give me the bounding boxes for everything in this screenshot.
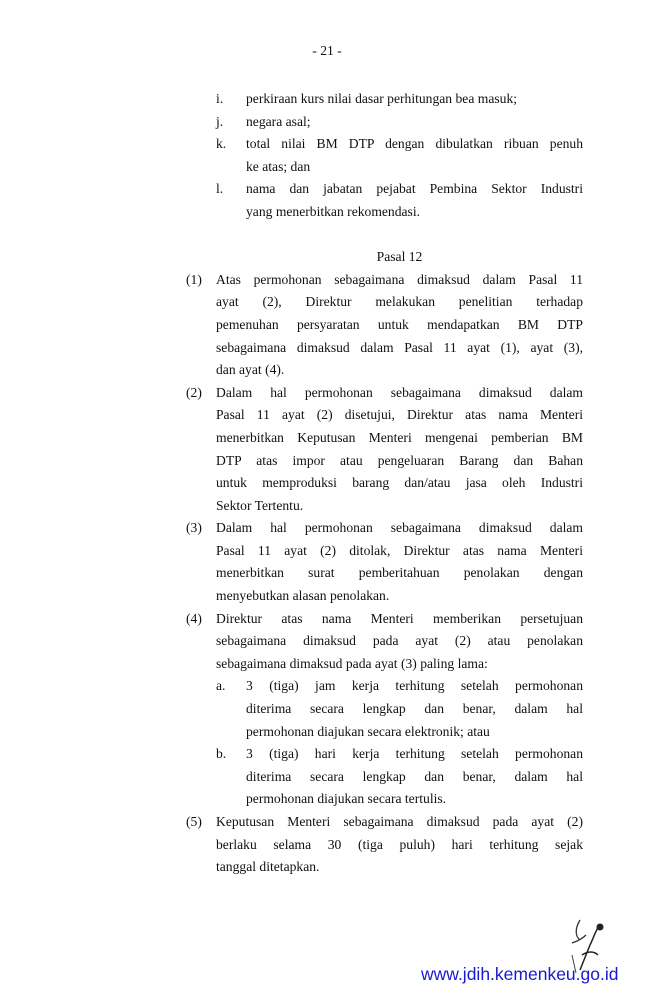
- list-item: [186, 88, 583, 111]
- item-marker: j.: [216, 113, 224, 129]
- text-line: sebagaimana dimaksud dalam Pasal 11 ayat (1), ayat (3),: [216, 339, 583, 355]
- item-marker: (5): [186, 814, 202, 829]
- text-line: Direktur atas nama Menteri memberikan persetujuan: [216, 610, 583, 626]
- text-line: menerbitkan surat pemberitahuan penolakan dengan: [216, 565, 583, 581]
- paragraph-item: [186, 269, 583, 382]
- text-line: berlaku selama 30 (tiga puluh) hari terhitung sejak: [216, 836, 583, 852]
- text-line: total nilai BM DTP dengan dibulatkan ribuan penuh: [246, 136, 583, 152]
- paragraph-item: [186, 517, 583, 607]
- spacer: [186, 224, 583, 247]
- text-line: ayat (2), Direktur melakukan penelitian terhadap: [216, 294, 583, 310]
- item-marker: (1): [186, 271, 202, 287]
- text-line: Dalam hal permohonan sebagaimana dimaksud dalam: [216, 520, 583, 536]
- list-item: [186, 133, 583, 178]
- text-line: Pasal 11 ayat (2) ditolak, Direktur atas nama Menteri: [216, 542, 583, 558]
- text-line: 3 (tiga) jam kerja terhitung setelah permohonan: [246, 678, 583, 694]
- text-line: diterima secara lengkap dan benar, dalam hal: [246, 701, 583, 717]
- text-line: untuk memproduksi barang dan/atau jasa oleh Industri: [216, 475, 583, 491]
- item-marker: k.: [216, 136, 227, 152]
- text-line: Dalam hal permohonan sebagaimana dimaksud dalam: [216, 384, 583, 400]
- text-line: yang menerbitkan rekomendasi.: [246, 203, 421, 219]
- text-line: DTP atas impor atau pengeluaran Barang dan Bahan: [216, 452, 583, 468]
- text-line: nama dan jabatan pejabat Pembina Sektor Industri: [246, 181, 583, 197]
- text-line: tanggal ditetapkan.: [216, 859, 320, 875]
- list-item: [186, 111, 583, 134]
- item-marker: b.: [216, 746, 227, 762]
- list-item: [186, 178, 583, 223]
- document-body: [186, 88, 583, 879]
- text-line: sebagaimana dimaksud pada ayat (2) atau penolakan: [216, 633, 583, 649]
- sub-list-wrapper: [186, 743, 583, 811]
- paragraph-item: [186, 382, 583, 518]
- text-line: Keputusan Menteri sebagaimana dimaksud pada ayat (2): [216, 814, 583, 829]
- item-marker: (3): [186, 520, 202, 536]
- item-marker: (2): [186, 384, 202, 400]
- sub-item: [216, 675, 583, 743]
- paragraph-item: [186, 811, 583, 879]
- footer-url-link[interactable]: www.jdih.kemenkeu.go.id: [421, 964, 619, 984]
- item-marker: i.: [216, 91, 224, 106]
- item-marker: l.: [216, 181, 224, 197]
- text-line: menerbitkan Keputusan Menteri mengenai pemberian BM: [216, 429, 583, 445]
- text-line: negara asal;: [246, 113, 311, 129]
- text-line: permohonan diajukan secara elektronik; atau: [246, 723, 490, 739]
- item-marker: (4): [186, 610, 202, 626]
- text-line: permohonan diajukan secara tertulis.: [246, 791, 447, 807]
- text-line: 3 (tiga) hari kerja terhitung setelah permohonan: [246, 746, 583, 762]
- sub-item: [216, 743, 583, 811]
- text-line: dan ayat (4).: [216, 362, 285, 378]
- text-line: perkiraan kurs nilai dasar perhitungan bea masuk;: [246, 91, 518, 106]
- text-line: ke atas; dan: [246, 158, 311, 174]
- article-title: Pasal 12: [376, 249, 423, 265]
- text-line: diterima secara lengkap dan benar, dalam hal: [246, 768, 583, 784]
- page-number: - 21 -: [312, 43, 342, 58]
- text-line: menyebutkan alasan penolakan.: [216, 588, 390, 604]
- text-line: pemenuhan persyaratan untuk mendapatkan BM DTP: [216, 316, 583, 332]
- text-line: sebagaimana dimaksud pada ayat (3) paling lama:: [216, 655, 488, 671]
- sub-list-wrapper: [186, 675, 583, 743]
- text-line: Pasal 11 ayat (2) disetujui, Direktur atas nama Menteri: [216, 407, 583, 423]
- text-line: Atas permohonan sebagaimana dimaksud dalam Pasal 11: [216, 271, 583, 287]
- text-line: Sektor Tertentu.: [216, 497, 304, 513]
- item-marker: a.: [216, 678, 226, 694]
- paragraph-item: [186, 608, 583, 676]
